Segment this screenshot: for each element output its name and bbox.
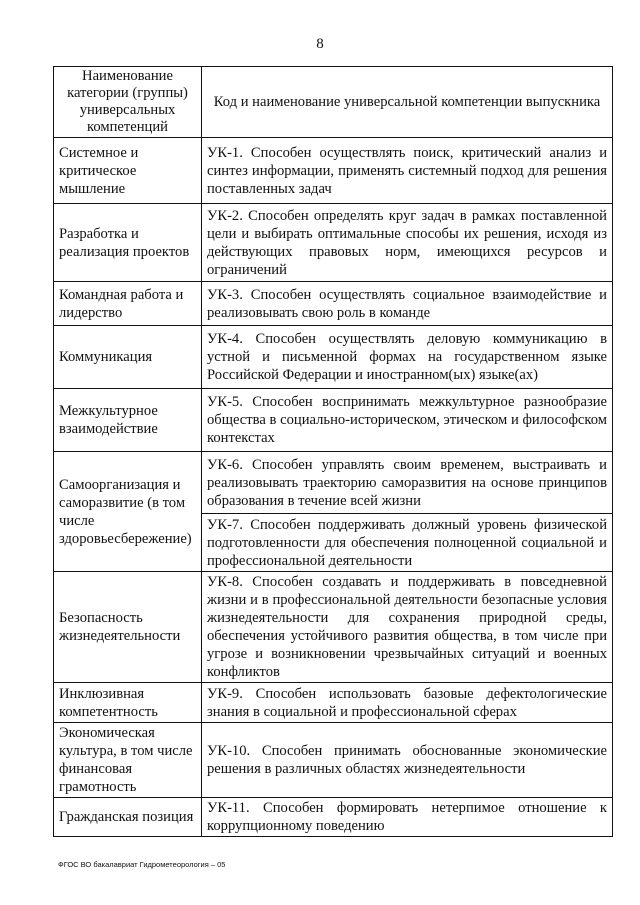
competence-cell: УК-1. Способен осуществлять поиск, критический анализ и синтез информации, применять системный подход для решения поставленных задач <box>202 138 613 204</box>
category-cell: Гражданская позиция <box>54 798 202 837</box>
table-row <box>54 389 613 452</box>
competencies-table <box>53 66 613 837</box>
competence-cell: УК-8. Способен создавать и поддерживать в повседневной жизни и в профессиональной деятельности безопасные условия жизнедеятельности для сохранения природной среды, обеспечения устойчивого развития общества, в том числе при угрозе и возникновении чрезвычайных ситуаций и военных конфликтов <box>202 572 613 683</box>
competence-cell: УК-7. Способен поддерживать должный уровень физической подготовленности для обеспечения полноценной социальной и профессиональной деятельности <box>202 514 613 572</box>
table-row <box>54 572 613 683</box>
category-cell: Безопасность жизнедеятельности <box>54 572 202 683</box>
category-cell: Коммуникация <box>54 326 202 389</box>
table-row <box>54 798 613 837</box>
page-number: 8 <box>316 36 324 52</box>
category-cell: Экономическая культура, в том числе финансовая грамотность <box>54 723 202 798</box>
competence-cell: УК-2. Способен определять круг задач в рамках поставленной цели и выбирать оптимальные способы их решения, исходя из действующих правовых норм, имеющихся ресурсов и ограничений <box>202 204 613 282</box>
table-row <box>54 452 613 514</box>
table-row <box>54 326 613 389</box>
table-row <box>54 282 613 326</box>
document-footer: ФГОС ВО бакалавриат Гидрометеорология – 05 <box>58 860 226 869</box>
category-cell: Межкультурное взаимодействие <box>54 389 202 452</box>
category-cell: Командная работа и лидерство <box>54 282 202 326</box>
category-cell: Системное и критическое мышление <box>54 138 202 204</box>
competence-cell: УК-10. Способен принимать обоснованные экономические решения в различных областях жизнедеятельности <box>202 723 613 798</box>
table-row <box>54 723 613 798</box>
table-row <box>54 683 613 723</box>
competence-cell: УК-9. Способен использовать базовые дефектологические знания в социальной и профессиональной сферах <box>202 683 613 723</box>
competence-cell: УК-6. Способен управлять своим временем, выстраивать и реализовывать траекторию саморазвития на основе принципов образования в течение всей жизни <box>202 452 613 514</box>
category-cell: Самоорганизация и саморазвитие (в том числе здоровьесбережение) <box>54 452 202 572</box>
header-category: Наименование категории (группы) универсальных компетенций <box>54 67 202 138</box>
category-cell: Инклюзивная компетентность <box>54 683 202 723</box>
table-row <box>54 138 613 204</box>
competence-cell: УК-4. Способен осуществлять деловую коммуникацию в устной и письменной формах на государственном языке Российской Федерации и иностранном(ых) языке(ах) <box>202 326 613 389</box>
category-cell: Разработка и реализация проектов <box>54 204 202 282</box>
competence-cell: УК-11. Способен формировать нетерпимое отношение к коррупционному поведению <box>202 798 613 837</box>
competence-cell: УК-3. Способен осуществлять социальное взаимодействие и реализовывать свою роль в команде <box>202 282 613 326</box>
table-row <box>54 204 613 282</box>
table-header-row <box>54 67 613 138</box>
competence-cell: УК-5. Способен воспринимать межкультурное разнообразие общества в социально-историческом, этическом и философском контекстах <box>202 389 613 452</box>
header-competence: Код и наименование универсальной компетенции выпускника <box>202 67 613 138</box>
